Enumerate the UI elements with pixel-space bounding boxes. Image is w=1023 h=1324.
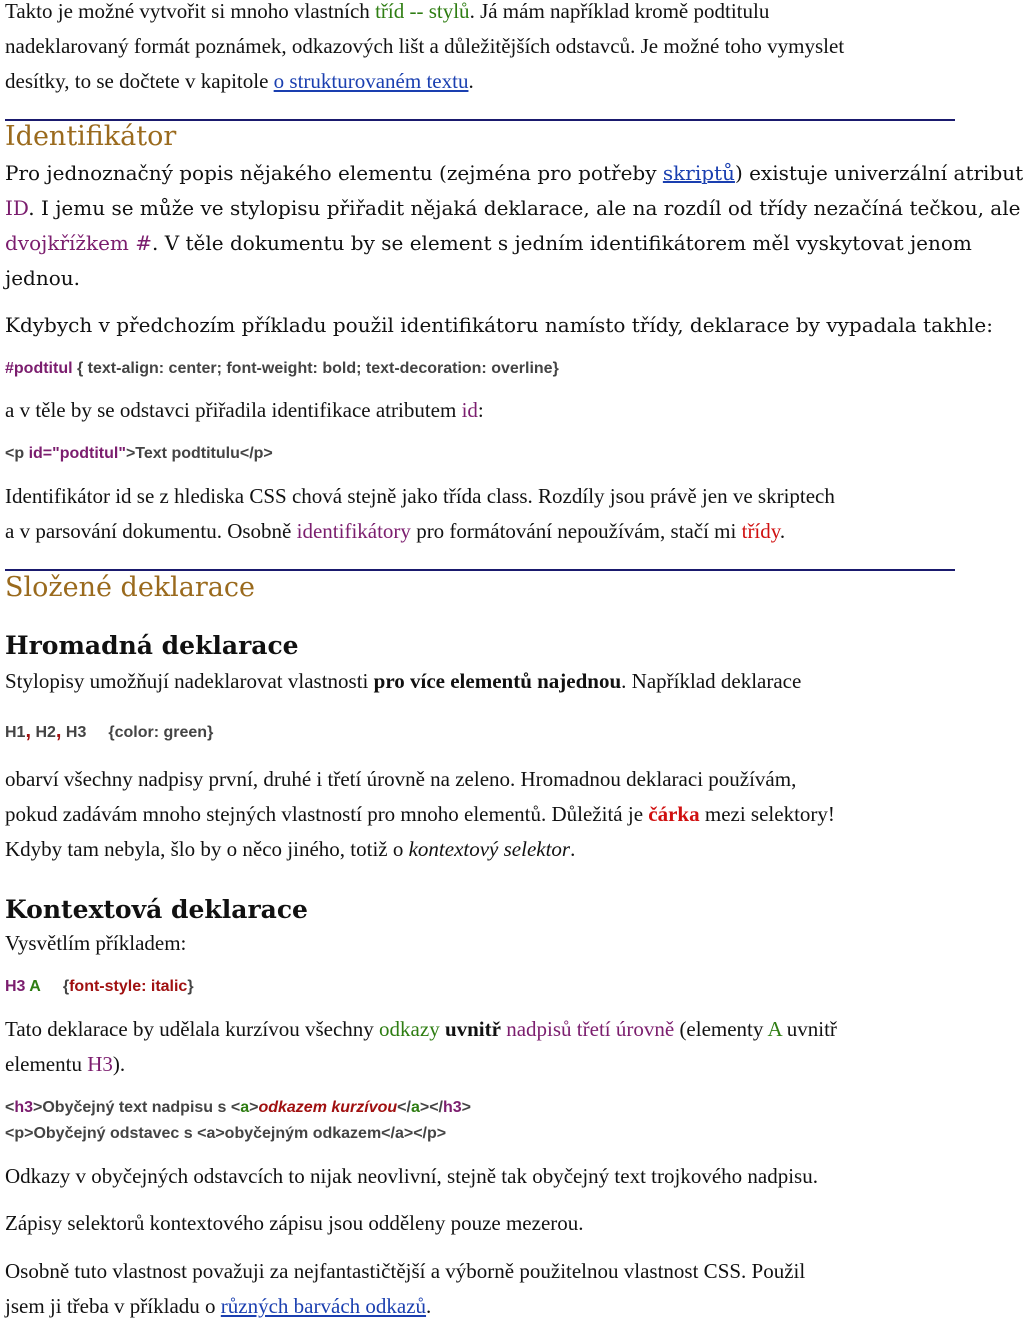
kontextova-paragraph-line-2: elementu H3). (5, 1052, 126, 1076)
code-group-declaration: H1, H2, H3 {color: green} (5, 720, 214, 742)
code-context-example-line-1: <h3>Obyčejný text nadpisu s <a>odkazem kurzívou</a></h3> (5, 1099, 472, 1116)
hromadna-paragraph-line-3: Kdyby tam nebyla, šlo by o něco jiného, totiž o kontextový selektor. (5, 837, 576, 861)
id-paragraph-4-line-2: a v parsování dokumentu. Osobně identifikátory pro formátování nepoužívám, stačí mi třídy. (5, 519, 786, 543)
section-rule-slozene (5, 569, 955, 571)
heading-hromadna-deklarace: Hromadná deklarace (5, 631, 299, 660)
intro-line-1: Takto je možné vytvořit si mnoho vlastních tříd -- stylů. Já mám například kromě podtitulu (5, 0, 770, 23)
id-paragraph-4-line-1: Identifikátor id se z hlediska CSS chová stejně jako třída class. Rozdíly jsou právě jen ve skriptech (5, 484, 835, 508)
intro-line-2: nadeklarovaný formát poznámek, odkazových lišt a důležitějších odstavců. Je možné toho vymyslet (5, 34, 845, 58)
hromadna-paragraph-line-1: obarví všechny nadpisy první, druhé i třetí úrovně na zeleno. Hromadnou deklaraci používám, (5, 767, 797, 791)
id-line-1: Pro jednoznačný popis nějakého elementu (zejména pro potřeby skriptů) existuje univerzální atribut (5, 161, 1023, 185)
scripts-link[interactable]: skriptů (662, 161, 735, 185)
id-paragraph-2: Kdybych v předchozím příkladu použil identifikátoru namísto třídy, deklarace by vypadala takhle: (5, 313, 993, 337)
hromadna-line-1: Stylopisy umožňují nadeklarovat vlastnosti pro více elementů najednou. Například deklarace (5, 669, 802, 693)
heading-slozene-deklarace: Složené deklarace (5, 572, 256, 603)
code-context-example-line-2: <p>Obyčejný odstavec s <a>obyčejným odkazem</a></p> (5, 1125, 447, 1142)
code-context-declaration: H3 A {font-style: italic} (5, 978, 194, 995)
classes-link[interactable]: třídy (741, 519, 780, 543)
structured-text-link[interactable]: o strukturovaném textu (273, 69, 469, 93)
id-line-4: jednou. (5, 266, 80, 290)
id-line-3: dvojkřížkem #. V těle dokumentu by se element s jedním identifikátorem měl vyskytovat jenom (5, 231, 972, 255)
hromadna-paragraph-line-2: pokud zadávám mnoho stejných vlastností pro mnoho elementů. Důležitá je čárka mezi selektory! (5, 802, 835, 826)
heading-kontextova-deklarace: Kontextová deklarace (5, 895, 308, 924)
kontextova-paragraph-line-1: Tato deklarace by udělala kurzívou všechny odkazy uvnitř nadpisů třetí úrovně (elementy A uvnitř (5, 1017, 837, 1041)
kontextova-paragraph-5-line-1: Osobně tuto vlastnost považuji za nejfantastičtější a výborně použitelnou vlastnost CSS. Použil (5, 1259, 806, 1283)
code-id-declaration: #podtitul { text-align: center; font-weight: bold; text-decoration: overline} (5, 360, 559, 377)
intro-line-3: desítky, to se dočtete v kapitole o strukturovaném textu. (5, 69, 474, 93)
kontextova-paragraph-5-line-2: jsem ji třeba v příkladu o různých barvách odkazů. (5, 1294, 432, 1318)
code-id-usage: <p id="podtitul">Text podtitulu</p> (5, 445, 273, 462)
link-colors-link[interactable]: různých barvách odkazů (220, 1294, 427, 1318)
kontextova-paragraph-4: Zápisy selektorů kontextového zápisu jsou odděleny pouze mezerou. (5, 1211, 584, 1235)
identifiers-link[interactable]: identifikátory (296, 519, 411, 543)
id-paragraph-3: a v těle by se odstavci přiřadila identifikace atributem id: (5, 398, 484, 422)
heading-identifikator: Identifikátor (5, 121, 177, 152)
kontextova-intro: Vysvětlím příkladem: (5, 931, 187, 955)
kontextova-paragraph-3: Odkazy v obyčejných odstavcích to nijak neovlivní, stejně tak obyčejný text trojkového nadpisu. (5, 1164, 818, 1188)
id-line-2: ID. I jemu se může ve stylopisu přiřadit nějaká deklarace, ale na rozdíl od třídy nezačíná tečkou, ale (5, 196, 1021, 220)
styles-link[interactable]: tříd -- stylů (375, 0, 470, 23)
